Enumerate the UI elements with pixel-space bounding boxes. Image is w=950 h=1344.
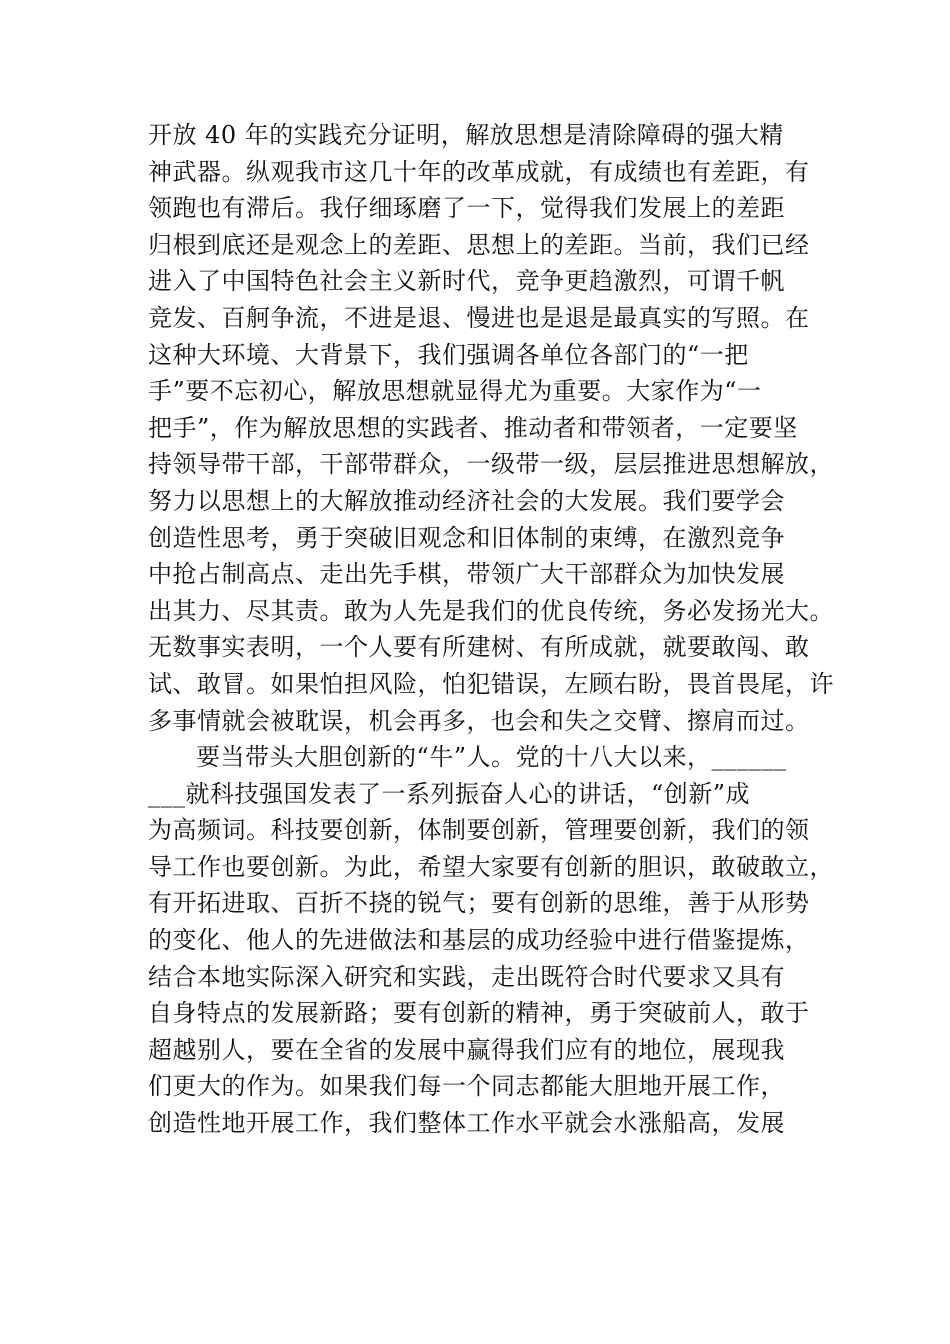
text-line: 开放 40 年的实践充分证明，解放思想是清除障碍的强大精	[148, 121, 784, 149]
text-line: ___就科技强国发表了一系列振奋人心的讲话，“创新”成	[148, 779, 751, 808]
text-line: 竞发、百舸争流，不进是退、慢进也是退是最真实的写照。在	[148, 303, 810, 332]
text-line: 多事情就会被耽误，机会再多，也会和失之交臂、擦肩而过。	[148, 706, 810, 735]
text-line: 导工作也要创新。为此，希望大家要有创新的胆识，敢破敢立，	[148, 852, 834, 881]
text-line: 持领导带干部，干部带群众，一级带一级，层层推进思想解放，	[148, 450, 834, 479]
text-line: 创造性地开展工作，我们整体工作水平就会水涨船高，发展	[148, 1109, 785, 1138]
body-text	[148, 117, 834, 1142]
text-line: 为高频词。科技要创新，体制要创新，管理要创新，我们的领	[148, 816, 810, 845]
text-line: 创造性思考，勇于突破旧观念和旧体制的束缚，在激烈竞争	[148, 523, 785, 552]
text-line: 们更大的作为。如果我们每一个同志都能大胆地开展工作，	[148, 1072, 785, 1101]
text-line: 有开拓进取、百折不挠的锐气；要有创新的思维，善于从形势	[148, 889, 810, 918]
text-line: 手”要不忘初心，解放思想就显得尤为重要。大家作为“一	[148, 377, 762, 406]
text-line: 神武器。纵观我市这几十年的改革成就，有成绩也有差距，有	[148, 157, 810, 186]
text-line: 把手”，作为解放思想的实践者、推动者和带领者，一定要坚	[148, 413, 798, 442]
paragraph-start-line: 要当带头大胆创新的“牛”人。党的十八大以来，______	[196, 743, 787, 772]
text-line: 的变化、他人的先进做法和基层的成功经验中进行借鉴提炼，	[148, 926, 810, 955]
text-line: 自身特点的发展新路；要有创新的精神，勇于突破前人，敢于	[148, 999, 810, 1028]
text-line: 努力以思想上的大解放推动经济社会的大发展。我们要学会	[148, 486, 785, 515]
text-line: 出其力、尽其责。敢为人先是我们的优良传统，务必发扬光大。	[148, 596, 834, 625]
text-line: 超越别人，要在全省的发展中赢得我们应有的地位，展现我	[148, 1035, 785, 1064]
text-line: 进入了中国特色社会主义新时代，竞争更趋激烈，可谓千帆	[148, 267, 785, 296]
text-line: 结合本地实际深入研究和实践，走出既符合时代要求又具有	[148, 962, 785, 991]
text-line: 领跑也有滞后。我仔细琢磨了一下，觉得我们发展上的差距	[148, 194, 785, 223]
text-line: 中抢占制高点、走出先手棋，带领广大干部群众为加快发展	[148, 560, 785, 589]
text-line: 试、敢冒。如果怕担风险，怕犯错误，左顾右盼，畏首畏尾，许	[148, 669, 834, 698]
text-line: 这种大环境、大背景下，我们强调各单位各部门的“一把	[148, 340, 749, 369]
text-line: 归根到底还是观念上的差距、思想上的差距。当前，我们已经	[148, 230, 810, 259]
text-line: 无数事实表明，一个人要有所建树、有所成就，就要敢闯、敢	[148, 633, 810, 662]
